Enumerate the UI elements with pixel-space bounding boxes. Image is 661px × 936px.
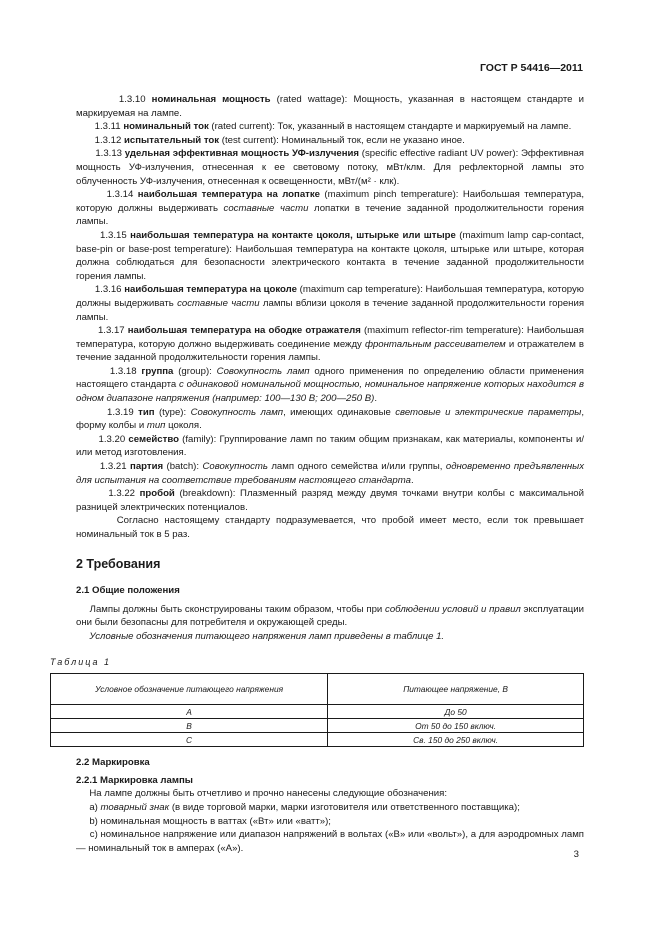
breakdown-note-text: Согласно настоящему стандарту подразумевается, что пробой имеет место, если ток превышает номинальный ток в 5 раз.	[76, 515, 584, 540]
term-title: наибольшая температура на цоколе	[124, 284, 297, 296]
table-header-voltage: Питающее напряжение, В	[328, 674, 584, 705]
para-text: Лампы должны быть сконструированы таким образом, чтобы при	[89, 603, 386, 615]
term-definition: (breakdown): Плазменный разряд между двумя точками внутри колбы с максимальной разницей электрических потенциалов.	[76, 488, 584, 513]
term-title: пробой	[139, 488, 175, 500]
marking-intro	[76, 787, 584, 801]
table-cell: B	[51, 719, 328, 733]
page-number: 3	[573, 849, 579, 860]
voltage-table	[50, 673, 584, 747]
term-definition-end: и отражателем в течение заданной продолжительности горения лампы.	[76, 338, 584, 364]
term-definition-italic: Совокупность ламп	[190, 406, 284, 418]
term-definition-italic: фронтальным рассеивателем	[364, 338, 506, 350]
table-cell: От 50 до 150 включ.	[328, 719, 584, 733]
marking-item-a	[76, 801, 584, 815]
term-number: 1.3.10	[118, 94, 146, 105]
term-1-3-21	[76, 460, 584, 487]
section-2-title: 2 Требования	[76, 556, 161, 571]
para-text: На лампе должны быть отчетливо и прочно нанесены следующие обозначения:	[89, 788, 448, 800]
term-definition-italic: Совокупность	[202, 461, 268, 473]
table-header-designation: Условное обозначение питающего напряжения	[51, 674, 328, 705]
item-label: a)	[89, 801, 101, 813]
term-title: номинальная мощность	[151, 94, 271, 105]
term-number: 1.3.18	[109, 365, 137, 377]
term-1-3-13	[76, 147, 584, 188]
term-1-3-20	[76, 433, 584, 460]
term-title: испытательный ток	[124, 134, 220, 146]
term-number: 1.3.20	[98, 433, 126, 445]
term-title: удельная эффективная мощность УФ-излучения	[124, 148, 360, 160]
term-1-3-22	[76, 487, 584, 514]
term-title: наибольшая температура на лопатке	[137, 189, 320, 201]
table-row	[51, 719, 584, 733]
breakdown-note	[76, 514, 584, 541]
term-definition-end: .	[410, 474, 414, 486]
term-definition-italic: составные части	[223, 202, 309, 214]
term-title: наибольшая температура на ободке отражателя	[127, 325, 361, 337]
term-definition-italic-2: с одинаковой номинальной мощностью, номинальное напряжение которых находится в одном диапазоне напряжения (например: 100—130 В; 200—250 В)	[76, 379, 584, 405]
term-number: 1.3.14	[106, 189, 134, 201]
term-definition-italic-2: световые и электрические параметры	[395, 406, 582, 418]
document-header: ГОСТ Р 54416—2011	[479, 62, 583, 74]
term-title: номинальный ток	[123, 121, 209, 133]
term-definition-mid: ламп одного семейства и/или группы,	[267, 461, 446, 473]
section-2-2-title: 2.2 Маркировка	[76, 757, 150, 769]
para-text-italic: соблюдении условий и правил	[385, 603, 521, 615]
term-1-3-12	[76, 134, 584, 148]
term-definition: (maximum reflector-rim temperature): Наибольшая температура, которую должно выдерживать соединение между	[76, 325, 584, 350]
term-definition: (specific effective radiant UV power): Эффективная мощность УФ-излучения, отнесенная к ее световому потоку, мВт/клм. Для рефлекторной лампы это облученность УФ-излучения, отнесенная к освещенности, мВт/(м² · клк).	[76, 148, 584, 187]
term-1-3-16	[76, 283, 584, 324]
term-definition: (batch):	[163, 461, 203, 473]
term-number: 1.3.21	[99, 461, 127, 473]
table-cell: Св. 150 до 250 включ.	[328, 733, 584, 747]
term-title: партия	[130, 461, 164, 473]
term-definition-mid: , имеющих одинаковые	[283, 406, 396, 418]
table-caption: Таблица 1	[50, 656, 112, 667]
term-number: 1.3.17	[97, 325, 125, 337]
term-definition-end: лопатки в течение заданной продолжительности горения лампы.	[76, 202, 584, 228]
term-definition: (type):	[154, 406, 191, 418]
term-title: наибольшая температура на контакте цоколя, штырьке или штыре	[130, 229, 456, 241]
term-number: 1.3.15	[100, 229, 127, 241]
term-title: тип	[138, 406, 155, 418]
term-definition: (test current): Номинальный ток, если не указано иное.	[219, 134, 465, 146]
para-text-end: эксплуатации они были безопасны для потребителя и окружающей среды.	[76, 603, 585, 629]
term-number: 1.3.11	[94, 121, 121, 133]
term-definition: (maximum pinch temperature): Наибольшая температура, которую должны выдерживать	[76, 189, 584, 214]
term-1-3-15	[76, 229, 584, 283]
section-2-2-1-title: 2.2.1 Маркировка лампы	[76, 774, 193, 786]
term-number: 1.3.22	[108, 488, 135, 500]
term-number: 1.3.13	[95, 148, 123, 160]
section-2-1-para-1	[76, 603, 584, 630]
term-definition-italic: составные части	[177, 297, 260, 309]
table-row	[51, 705, 584, 719]
term-definition-mid-2: , форму колбы и	[76, 406, 584, 432]
term-definition: (maximum cap temperature): Наибольшая температура, которую должны выдерживать	[76, 284, 585, 309]
table-cell: C	[51, 733, 328, 747]
term-definition: (rated wattage): Мощность, указанная в настоящем стандарте и маркируемая на лампе.	[76, 94, 584, 119]
term-definition-italic-2: одновременно предъявленных для испытания на соответствие требованиям настоящего стандарта	[76, 461, 584, 486]
term-definition: (group):	[173, 365, 217, 377]
document-body	[50, 93, 585, 855]
para-text: Условные обозначения питающего напряжения ламп приведены в таблице 1.	[89, 630, 445, 642]
term-1-3-18	[76, 365, 584, 406]
term-title: семейство	[128, 433, 179, 445]
marking-item-c	[76, 828, 584, 855]
section-2-1-title: 2.1 Общие положения	[76, 585, 180, 597]
term-1-3-14	[76, 188, 584, 229]
term-definition-end: лампы вблизи цоколя в течение заданной продолжительности горения лампы.	[76, 297, 585, 323]
term-definition-mid: одного применения по определению области применения настоящего стандарта	[76, 365, 584, 391]
term-1-3-19	[76, 406, 584, 433]
term-definition: (rated current): Ток, указанный в настоящем стандарте и маркируемый на лампе.	[208, 121, 572, 133]
term-title: группа	[141, 365, 174, 377]
term-number: 1.3.19	[107, 406, 134, 418]
term-definition: (maximum lamp cap-contact, base-pin or base-post temperature): Наибольшая температура на контакте цоколя, штырьке или штыре, которая должна соблюдаться для безопасности электрического контакта в течение заданной продолжительности горения лампы.	[76, 229, 584, 282]
term-1-3-10	[76, 93, 584, 120]
item-text: c) номинальное напряжение или диапазон напряжений в вольтах («В» или «вольт»), а для аэродромных ламп — номинальный ток в амперах («А»).	[76, 829, 584, 854]
term-definition-end: .	[374, 393, 377, 405]
term-number: 1.3.16	[94, 284, 122, 296]
item-italic: товарный знак	[100, 801, 170, 813]
table-cell: До 50	[328, 705, 584, 719]
item-text: (в виде торговой марки, марки изготовителя или ответственного поставщика);	[169, 801, 520, 813]
term-1-3-11	[76, 120, 584, 134]
term-definition: (family): Группирование ламп по таким общим признакам, как материалы, компоненты и/или метод изготовления.	[76, 433, 584, 459]
table-row	[51, 733, 584, 747]
term-number: 1.3.12	[94, 134, 122, 146]
term-definition-end: цоколя.	[165, 420, 202, 432]
marking-item-b	[76, 815, 584, 829]
section-2-1-para-2	[76, 630, 584, 644]
term-definition-italic: Совокупность ламп	[216, 365, 310, 377]
term-1-3-17	[76, 324, 584, 365]
item-text: b) номинальная мощность в ваттах («Вт» или «ватт»);	[89, 815, 331, 827]
table-cell: A	[51, 705, 328, 719]
term-definition-italic-3: тип	[146, 420, 166, 432]
